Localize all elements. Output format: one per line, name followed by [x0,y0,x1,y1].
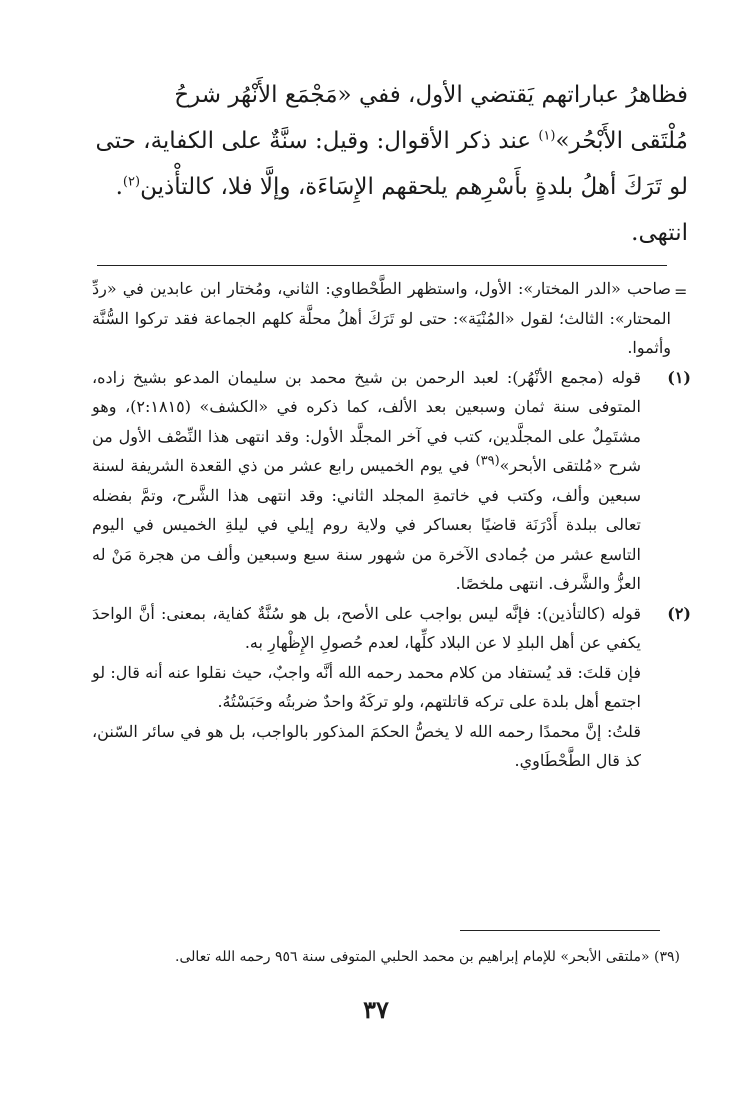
notes-section [92,274,697,776]
note-continuation: صاحب «الدر المختار»: الأول، واستظهر الطَّحْطاوي: الثاني، ومُختار ابن عابدين في «ردِّ المحتار»: الثالث؛ لقول «المُنْيَة»: حتى لو تَرَكَ أهلُ محلَّة كلهم الجماعة فقد تركوا السُّنَّة وأثموا. [92,279,671,357]
page-number: ٣٧ [363,995,389,1024]
main-line-1: فظاهرُ عباراتهم يَقتضي الأول، ففي «مَجْمَع الأَنْهُر شرحُ [174,82,688,108]
footnote-separator [460,930,660,931]
footnote-marker-1: (١) [538,128,556,144]
footnote-marker-39: (٣٩) [475,453,500,469]
main-line-4: انتهى. [631,220,688,246]
main-text [88,72,688,256]
note-1: (١) قوله (مجمع الأنْهُر): لعبد الرحمن بن شيخ محمد بن سليمان المدعو بشيخ زاده، المتوفى سنة ثمان وسبعين بعد الألف، كما ذكره في «الكشف» (٢:١٨١٥)، وهو مشتَمِلٌ على المجلَّدين، كتب في آخر المجلَّد الأول: وقد انتهى هذا النِّصْف الأول من شرح «مُلتقى الأبحر»$^{(٣٩)}$ في يوم الخميس رابع عشر من ذي القعدة الشريفة لسنة سبعين وألف، وكتب في خاتمةِ المجلد الثاني: وقد انتهى هذا الشَّرح، وتمَّ بفضله تعالى ببلدة أَدْرَنَة قاضيًا بعساكر في ولاية روم إيلي في ليلةِ الخميس في اليوم التاسع عشر من جُمادى الآخرة من شهور سنة سبع وسبعين وألف من هجرة مَنْ له العزُّ والشَّرف. انتهى ملخصًا. [92,363,697,599]
note-2-number: (٢) [667,603,691,623]
main-line-2: مُلْتَقى الأَبْحُر»$^{(١)}$ عند ذكر الأقوال: وقيل: سنَّةٌ على الكفاية، حتى [95,128,688,154]
footnote-marker-2: (٢) [122,174,141,190]
notes-separator [97,265,667,266]
footnote-39: (٣٩) «ملتقى الأبحر» للإمام إبراهيم بن محمد الحلبي المتوفى سنة ٩٥٦ رحمه الله تعالى. [175,949,680,965]
note-2-paragraph-3: قلتُ: إنَّ محمدًا رحمه الله لا يخصُّ الحكمَ المذكور بالواجب، بل هو في سائر السّنن، كذ قال الطَّحْطَاوي. [92,721,641,770]
continuation-mark: = [674,282,688,301]
main-line-3: لو تَرَكَ أهلُ بلدةٍ بأَسْرِهم يلحقهم الإِسَاءَة، وإلَّا فلا، كالتأْذين$^{(٢)}$. [115,174,688,200]
note-2-paragraph-1: قوله (كالتأذين): فإنَّه ليس بواجب على الأصح، بل هو سُنَّةٌ كفاية، بمعنى: أنَّ الواحدَ يكفي عن أهل البلدِ لا عن البلاد كلِّها، لعدم حُصولِ الإِظْهارِ به. [92,603,641,652]
note-2-paragraph-2: فإن قلتَ: قد يُستفاد من كلام محمد رحمه الله أنَّه واجبٌ، حيث نقلوا عنه أنه قال: لو اجتمع أهل بلدة على تركه قاتلتهم، ولو تركَهُ واحدٌ ضربتُه وحَبَسْتُهُ. [92,662,641,711]
note-2 [92,599,697,776]
note-1-number: (١) [667,367,691,387]
